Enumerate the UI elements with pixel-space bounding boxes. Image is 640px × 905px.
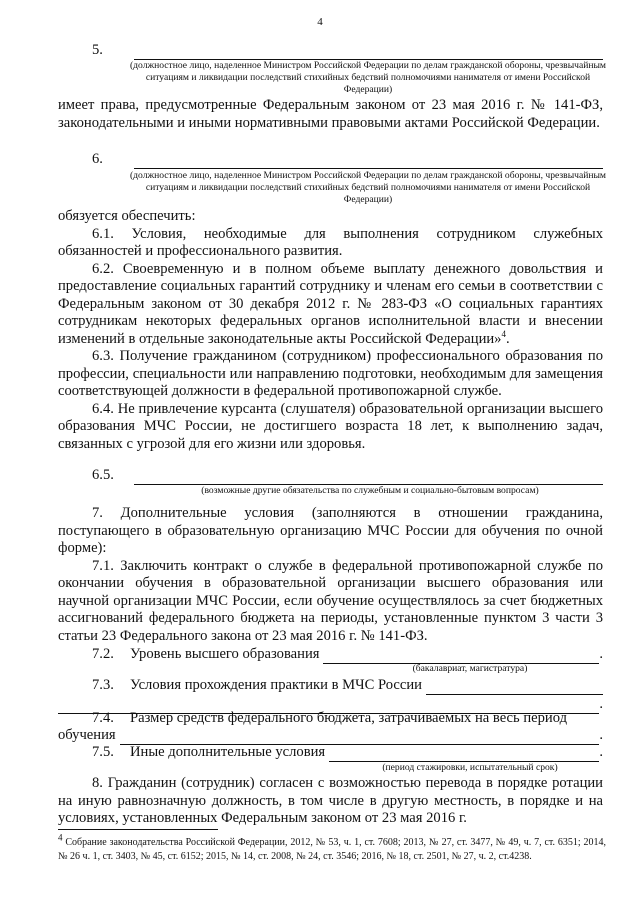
clause-7-3-blank[interactable]: [426, 681, 603, 695]
clause-8-paragraph: 8. Гражданин (сотрудник) согласен с возможностью перевода в порядке ротации на иную равнозначную должность, в том числе в другую местность, в порядке и на условиях, установленных Федеральным законом от 23 мая 2016 г.: [58, 775, 603, 826]
page-number: 4: [317, 16, 323, 28]
clause-5-paragraph: имеет права, предусмотренные Федеральным законом от 23 мая 2016 г. № 141-ФЗ, законодательными и иными нормативными правовыми актами Российской Федерации.: [58, 97, 603, 131]
clause-7-3-number: 7.3.: [92, 677, 114, 693]
clause-7-5-blank[interactable]: [329, 748, 599, 762]
clause-6-2-text: 6.2. Своевременную и в полном объеме выплату денежного довольствия и предоставление социальных гарантий сотруднику и членам его семьи в соответствии с Федеральным законом от 30 декабря 2012 г. № 283-ФЗ «О социальных гарантиях сотрудникам некоторых федеральных органов исполнительной власти и внесении изменений в отдельные законодательные акты Российской Федерации»: [58, 260, 603, 347]
clause-6-line: [58, 151, 603, 169]
clause-7-3-label: Условия прохождения практики в МЧС России: [130, 677, 422, 693]
clause-6-2: 6.2. Своевременную и в полном объеме выплату денежного довольствия и предоставление социальных гарантий сотруднику и членам его семьи в соответствии с Федеральным законом от 30 декабря 2012 г. № 283-ФЗ «О социальных гарантиях сотрудникам некоторых федеральных органов исполнительной власти и внесении изменений в отдельные законодательные акты Российской Федерации»$^4$.: [58, 260, 603, 347]
clause-7-5-caption: (период стажировки, испытательный срок): [382, 762, 558, 773]
clause-6-5-line: [58, 467, 603, 485]
footnote-mark: 4: [58, 832, 63, 843]
clause-7-2-line: 7.2. Уровень высшего образования .: [58, 646, 603, 664]
clause-7-1: 7.1. Заключить контракт о службе в федеральной противопожарной службе по окончании обучения в образовательной организации высшего образования или научной организации МЧС России, если обучение осуществлялось за счет бюджетных ассигнований федерального бюджета на периоды, установленные пунктом 3 части 3 статьи 23 Федерального закона от 23 мая 2016 г. № 141-ФЗ.: [58, 557, 603, 644]
clause-7-5-label: Иные дополнительные условия: [130, 744, 326, 760]
clause-7-2-number: 7.2.: [92, 646, 114, 662]
clause-7-2-caption: (бакалавриат, магистратура): [412, 663, 528, 674]
clause-7-text: [58, 505, 603, 645]
clause-6-caption: (должностное лицо, наделенное Министром Российской Федерации по делам гражданской обороны, чрезвычайным ситуациям и ликвидации последствий стихийных бедствий полномочиями нанимателя от имени Российской Федерации): [129, 170, 607, 205]
clause-7-4-line: [58, 710, 603, 728]
clause-7-3-line: [58, 677, 603, 695]
clause-6-1: 6.1. Условия, необходимые для выполнения сотрудником служебных обязанностей и профессионального развития.: [58, 225, 603, 259]
clause-5-caption: (должностное лицо, наделенное Министром Российской Федерации по делам гражданской обороны, чрезвычайным ситуациям и ликвидации последствий стихийных бедствий полномочиями нанимателя от имени Российской Федерации): [129, 60, 607, 95]
clause-6-intro: обязуется обеспечить:: [58, 208, 196, 224]
clause-7-intro: 7. Дополнительные условия (заполняются в отношении гражданина, поступающего в образовательную организацию МЧС России для обучения по очной форме):: [58, 505, 603, 556]
footnote-ref-4[interactable]: 4: [501, 328, 506, 339]
footnote-text: Собрание законодательства Российской Федерации, 2012, № 53, ч. 1, ст. 7608; 2013, № 27, ст. 3477, № 49, ч. 7, ст. 6351; 2014, № 26 ч. 1, ст. 3403, № 45, ст. 6152; 2015, № 14, ст. 2008, № 24, ст. 3546; 2016, № 18, ст. 2501, № 27, ч. 2, ст.4238.: [58, 837, 606, 862]
clause-5-text: [58, 97, 603, 132]
clause-6-number: 6.: [92, 151, 103, 167]
clause-6-5-blank[interactable]: [134, 471, 603, 485]
clause-6-text: [58, 208, 603, 453]
clause-6-5-number: 6.5.: [92, 467, 114, 483]
clause-7-4-number: 7.4.: [92, 710, 114, 726]
clause-7-2-blank[interactable]: [323, 650, 599, 664]
clause-7-4-label: Размер средств федерального бюджета, затрачиваемых на весь период: [130, 710, 568, 726]
footnote-4: [58, 832, 606, 864]
clause-5-number: 5.: [92, 42, 103, 58]
clause-6-3: 6.3. Получение гражданином (сотрудником) профессионального образования по профессии, специальности или направлению подготовки, необходимым для замещения соответствующей должности в федеральной противопожарной службе.: [58, 348, 603, 399]
footnote-separator: [58, 829, 218, 830]
clause-5-blank[interactable]: [134, 46, 603, 60]
clause-7-4-label-2: обучения: [58, 727, 116, 743]
clause-6-5-caption: (возможные другие обязательства по служебным и социально-бытовым вопросам): [201, 485, 539, 496]
clause-6-blank[interactable]: [134, 155, 603, 169]
clause-7-5-number: 7.5.: [92, 744, 114, 760]
clause-8-text: [58, 775, 603, 828]
clause-7-4-line2: обучения .: [58, 727, 603, 743]
clause-7-5-line: 7.5. Иные дополнительные условия .: [58, 744, 603, 762]
clause-6-4: 6.4. Не привлечение курсанта (слушателя) образовательной организации высшего образования МЧС России, не достигшего возраста 18 лет, к выполнению задач, связанных с угрозой для его жизни или здоровья.: [58, 400, 603, 452]
clause-7-4-blank[interactable]: [120, 731, 600, 745]
clause-5-line: [58, 42, 603, 60]
clause-7-2-label: Уровень высшего образования: [130, 646, 320, 662]
clause-7-3-line2: .: [58, 696, 603, 714]
